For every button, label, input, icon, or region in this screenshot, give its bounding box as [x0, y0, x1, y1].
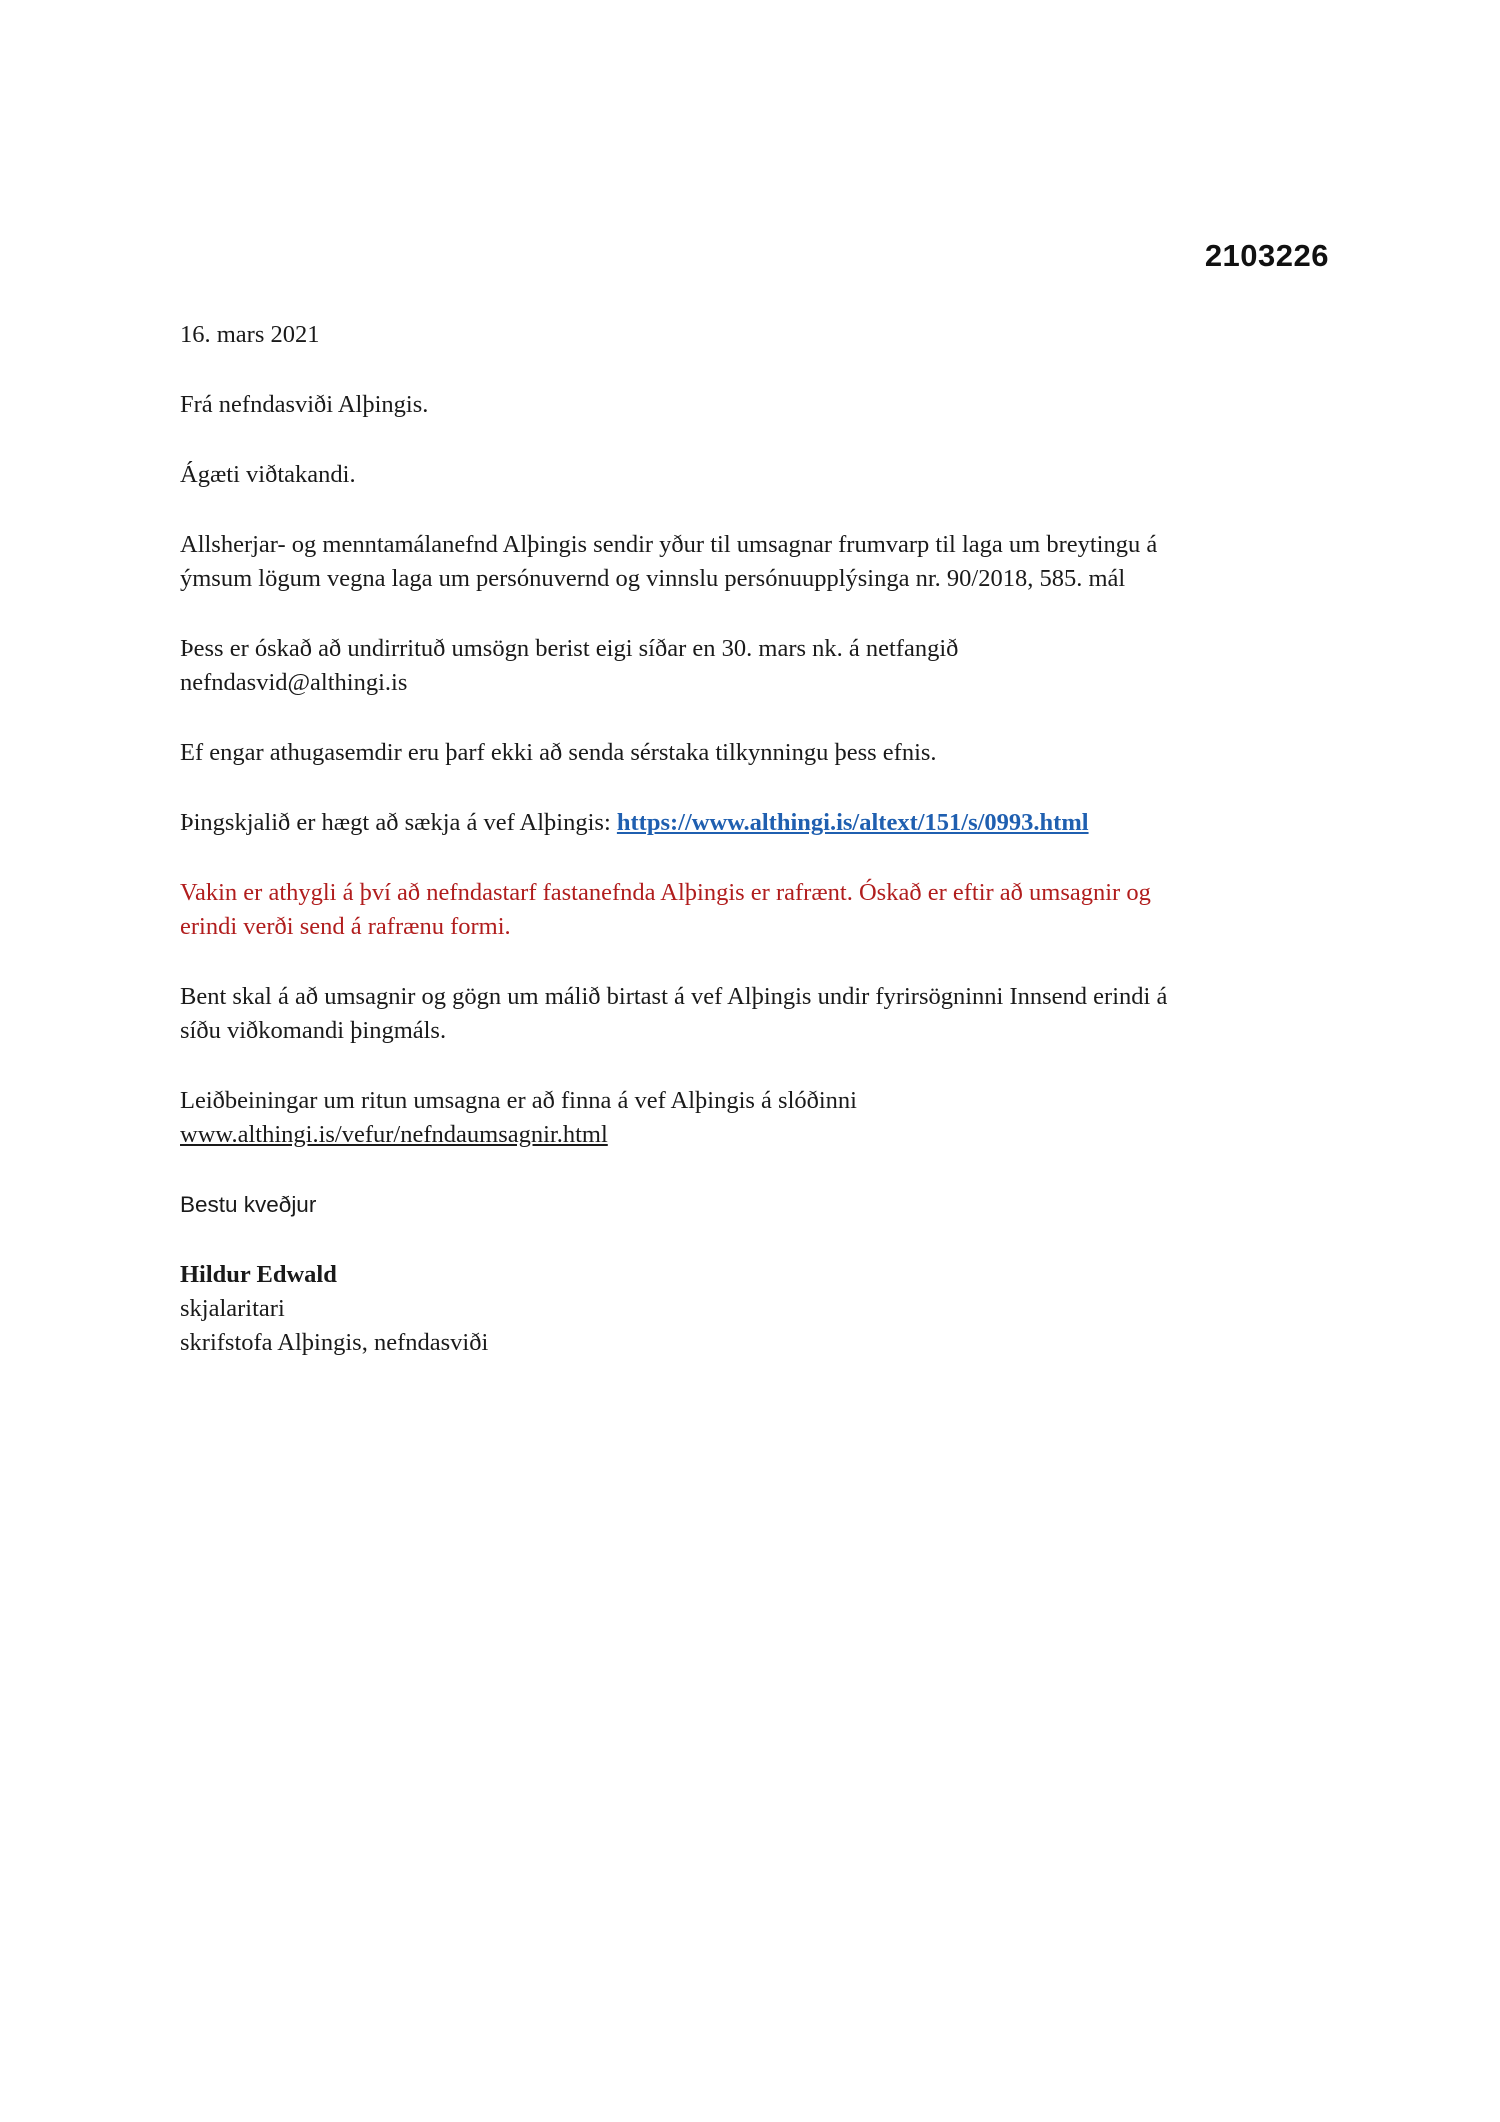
paragraph-publish-line1: Bent skal á að umsagnir og gögn um málið birtast á vef Alþingis undir fyrirsögninni Innsend erindi á — [180, 983, 1168, 1010]
email-address: nefndasvid@althingi.is — [180, 669, 408, 696]
document-link-prefix: Þingskjalið er hægt að sækja á vef Alþingis: — [180, 809, 617, 836]
paragraph-guidelines — [180, 1084, 1330, 1152]
signature-title: skjalaritari — [180, 1295, 285, 1322]
document-number: 2103226 — [1204, 238, 1329, 273]
paragraph-no-comments: Ef engar athugasemdir eru þarf ekki að senda sérstaka tilkynningu þess efnis. — [180, 739, 937, 766]
signature-office: skrifstofa Alþingis, nefndasviði — [180, 1329, 489, 1356]
document-link[interactable]: https://www.althingi.is/altext/151/s/0993.html — [616, 809, 1089, 836]
paragraph-intro-line2: ýmsum lögum vegna laga um persónuvernd og vinnslu persónuupplýsinga nr. 90/2018, 585. mál — [180, 565, 1126, 592]
paragraph-intro — [180, 528, 1330, 596]
paragraph-deadline — [180, 632, 1330, 700]
electronic-notice — [180, 876, 1330, 944]
letter-from: Frá nefndasviði Alþingis. — [180, 391, 429, 418]
paragraph-document-link — [180, 806, 1330, 840]
paragraph-publish-line2: síðu viðkomandi þingmáls. — [180, 1017, 447, 1044]
closing: Bestu kveðjur — [180, 1192, 317, 1217]
paragraph-guidelines-line1: Leiðbeiningar um ritun umsagna er að finna á vef Alþingis á slóðinni — [180, 1087, 857, 1114]
electronic-notice-line2: erindi verði send á rafrænu formi. — [180, 913, 511, 940]
letter-greeting: Ágæti viðtakandi. — [180, 461, 356, 488]
guidelines-link[interactable]: www.althingi.is/vefur/nefndaumsagnir.html — [180, 1121, 608, 1148]
letter-body — [180, 318, 1330, 1396]
letter-date: 16. mars 2021 — [180, 321, 320, 348]
signature-name: Hildur Edwald — [180, 1261, 337, 1288]
paragraph-deadline-line1: Þess er óskað að undirrituð umsögn berist eigi síðar en 30. mars nk. á netfangið — [180, 635, 959, 662]
electronic-notice-line1: Vakin er athygli á því að nefndastarf fastanefnda Alþingis er rafrænt. Óskað er eftir að umsagnir og — [180, 879, 1151, 906]
paragraph-publish — [180, 980, 1330, 1048]
paragraph-intro-line1: Allsherjar- og menntamálanefnd Alþingis sendir yður til umsagnar frumvarp til laga um breytingu á — [180, 531, 1158, 558]
signature-block — [180, 1258, 1330, 1360]
